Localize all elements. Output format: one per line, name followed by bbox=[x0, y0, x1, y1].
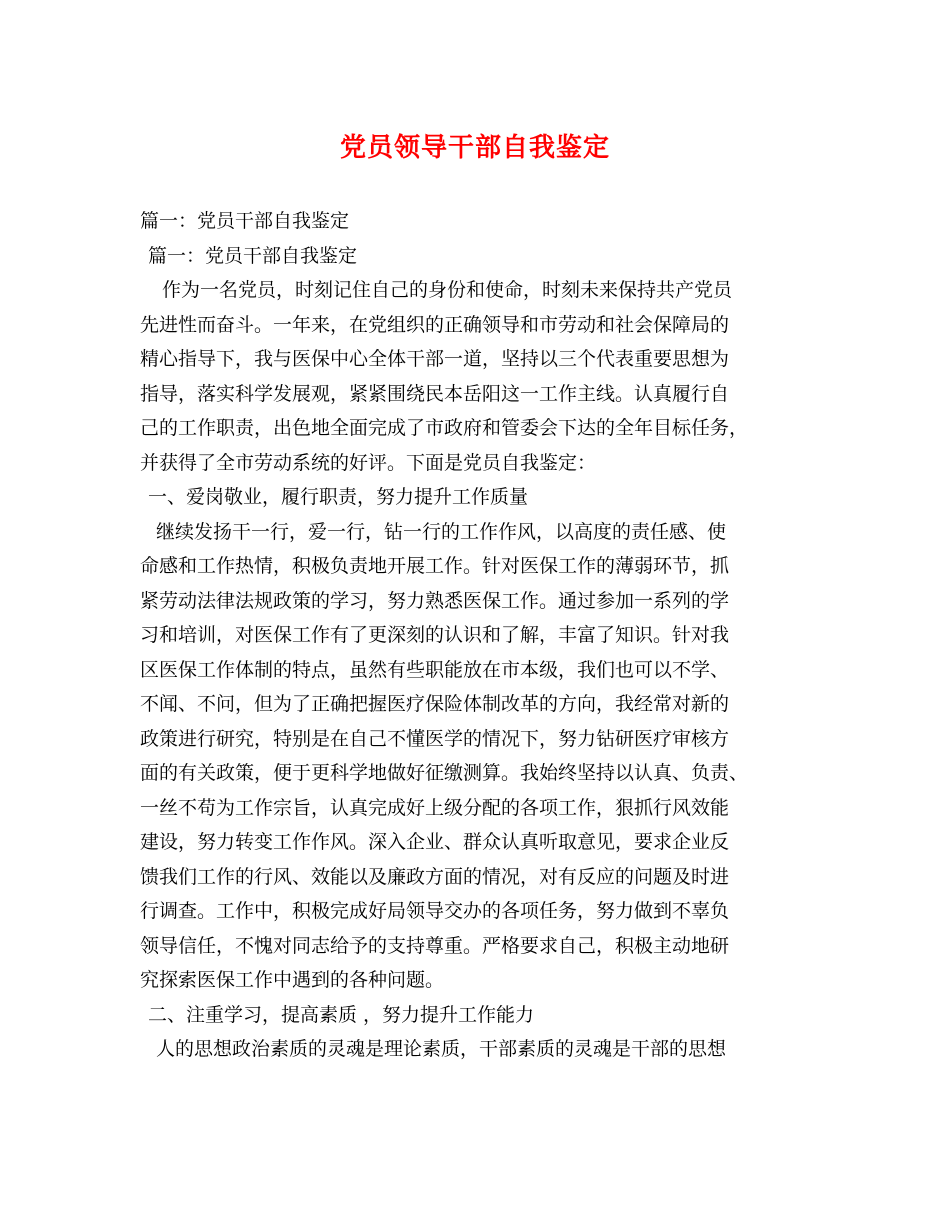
text-line: 作为一名党员，时刻记住自己的身份和使命，时刻未来保持共产党员 bbox=[162, 279, 733, 301]
text-line: 区医保工作体制的特点，虽然有些职能放在市本级，我们也可以不学、 bbox=[140, 658, 730, 681]
document-body bbox=[140, 204, 830, 1067]
text-line: 继续发扬干一行，爱一行，钻一行的工作作风，以高度的责任感、使 bbox=[156, 520, 727, 543]
text-line: 篇一：党员干部自我鉴定 bbox=[140, 210, 350, 232]
text-line: 并获得了全市劳动系统的好评。下面是党员自我鉴定： bbox=[140, 451, 597, 474]
text-line: 己的工作职责，出色地全面完成了市政府和管委会下达的全年目标任务， bbox=[140, 417, 749, 439]
text-line: 一丝不苟为工作宗旨，认真完成好上级分配的各项工作，狠抓行风效能 bbox=[140, 796, 730, 819]
text-line: 精心指导下，我与医保中心全体干部一道，坚持以三个代表重要思想为 bbox=[140, 348, 730, 370]
text-line: 人的思想政治素质的灵魂是理论素质，干部素质的灵魂是干部的思想 bbox=[156, 1038, 727, 1060]
text-line: 建设，努力转变工作作风。深入企业、群众认真听取意见，要求企业反 bbox=[140, 831, 730, 853]
text-line: 指导，落实科学发展观，紧紧围绕民本岳阳这一工作主线。认真履行自 bbox=[140, 382, 730, 405]
text-line: 习和培训，对医保工作有了更深刻的认识和了解，丰富了知识。针对我 bbox=[140, 624, 730, 646]
text-line: 馈我们工作的行风、效能以及廉政方面的情况，对有反应的问题及时进 bbox=[140, 865, 730, 888]
text-line: 不闻、不问，但为了正确把握医疗保险体制改革的方向，我经常对新的 bbox=[140, 693, 730, 715]
section-heading: 一、爱岗敬业，履行职责，努力提升工作质量 bbox=[148, 486, 529, 508]
text-line: 领导信任，不愧对同志给予的支持尊重。严格要求自己，积极主动地研 bbox=[140, 934, 730, 957]
text-line: 究探索医保工作中遇到的各种问题。 bbox=[140, 969, 445, 991]
text-line: 紧劳动法律法规政策的学习，努力熟悉医保工作。通过参加一系列的学 bbox=[140, 589, 730, 612]
section-heading: 二、注重学习，提高素质 ，努力提升工作能力 bbox=[148, 1003, 535, 1026]
text-line: 行调查。工作中，积极完成好局领导交办的各项任务，努力做到不辜负 bbox=[140, 900, 730, 922]
text-line: 政策进行研究，特别是在自己不懂医学的情况下，努力钻研医疗审核方 bbox=[140, 727, 730, 750]
text-line: 篇一：党员干部自我鉴定 bbox=[148, 244, 358, 267]
text-line: 面的有关政策，便于更科学地做好征缴测算。我始终坚持以认真、负责、 bbox=[140, 762, 749, 784]
text-line: 先进性而奋斗。一年来，在党组织的正确领导和市劳动和社会保障局的 bbox=[140, 313, 730, 336]
text-line: 命感和工作热情，积极负责地开展工作。针对医保工作的薄弱环节，抓 bbox=[140, 555, 730, 577]
document-title: 党员领导干部自我鉴定 bbox=[339, 133, 610, 163]
